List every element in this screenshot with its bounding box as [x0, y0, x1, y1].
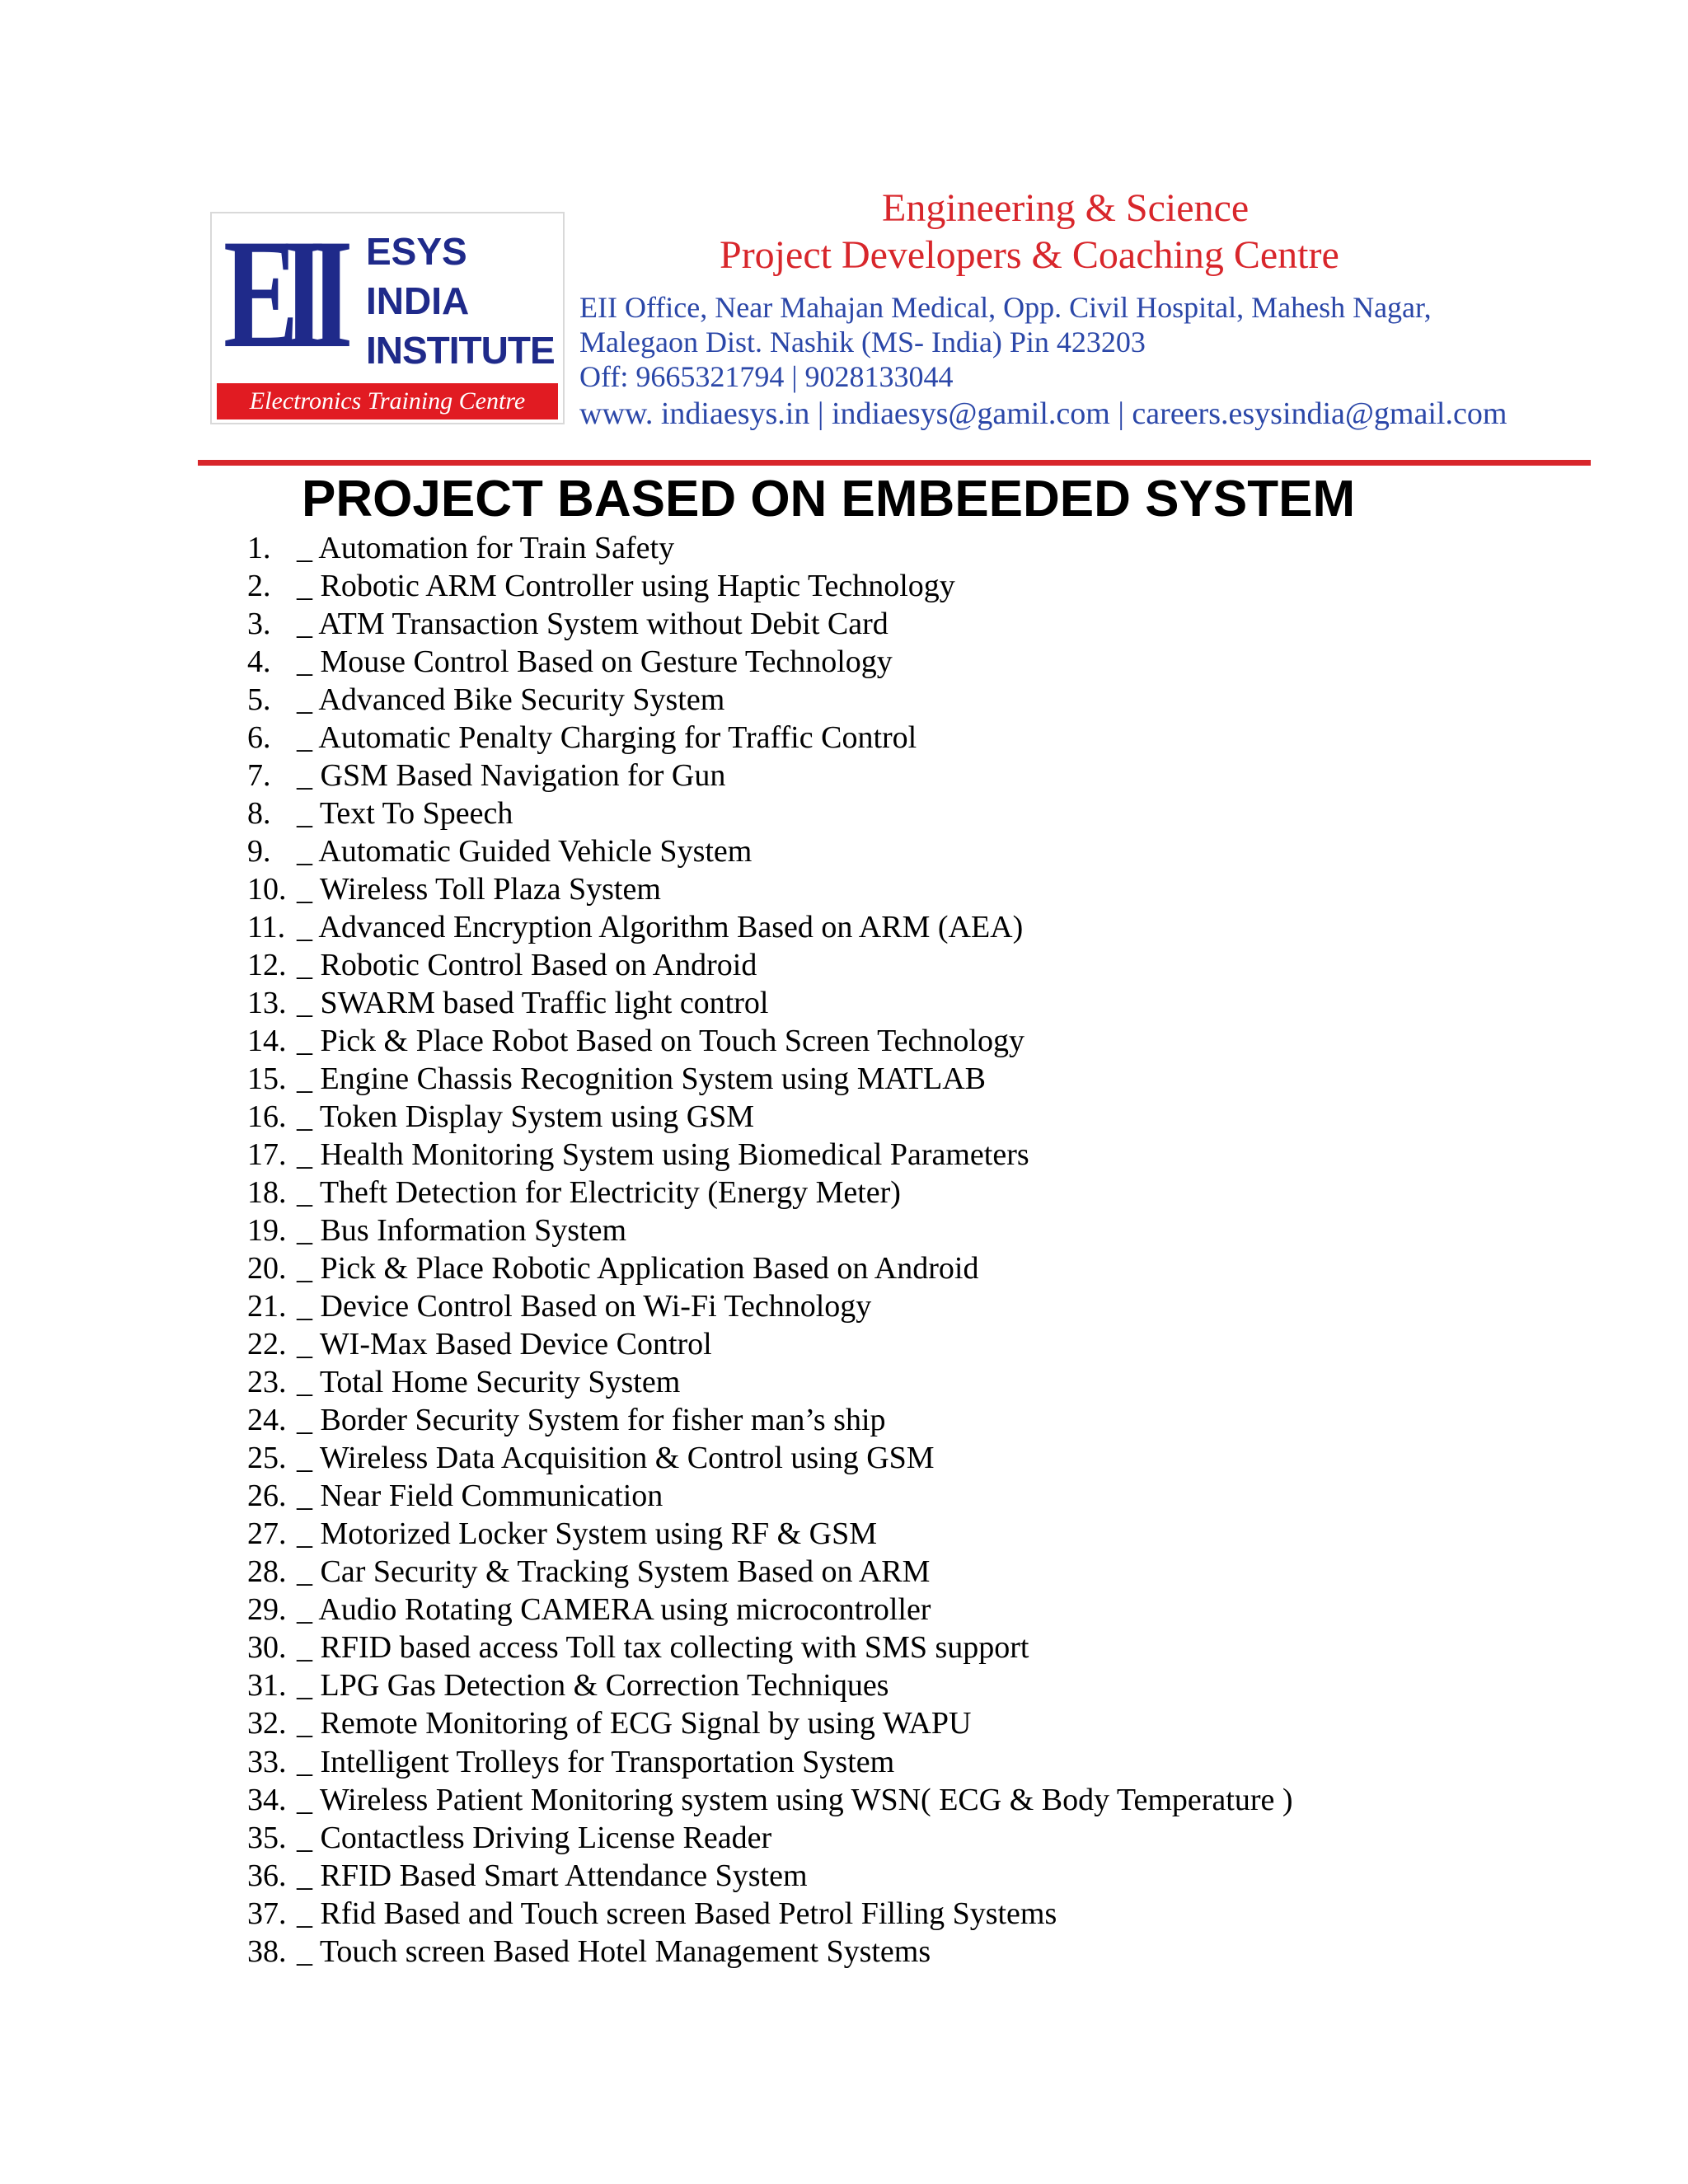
list-item-number: 30.	[247, 1630, 287, 1666]
list-item-text: _ Automatic Penalty Charging for Traffic Control	[297, 720, 917, 756]
list-item-number: 6.	[247, 720, 271, 756]
list-item-number: 35.	[247, 1820, 287, 1855]
list-item-text: _ Health Monitoring System using Biomedical Parameters	[297, 1137, 1029, 1173]
logo-mark: EII	[223, 208, 337, 381]
list-item-text: _ RFID Based Smart Attendance System	[297, 1858, 808, 1893]
list-item-text: _ Robotic Control Based on Android	[297, 948, 757, 983]
list-item-number: 17.	[247, 1137, 287, 1173]
list-item-number: 29.	[247, 1592, 287, 1628]
list-item-number: 28.	[247, 1554, 287, 1590]
list-item-number: 22.	[247, 1327, 287, 1362]
list-item-text: _ Pick & Place Robotic Application Based on Android	[297, 1251, 979, 1286]
list-item-number: 3.	[247, 607, 271, 642]
list-item-number: 19.	[247, 1213, 287, 1249]
list-item-text: _ Advanced Encryption Algorithm Based on ARM (AEA)	[297, 910, 1024, 945]
list-item-text: _ RFID based access Toll tax collecting with SMS support	[297, 1630, 1029, 1666]
list-item-text: _ Contactless Driving License Reader	[297, 1820, 772, 1855]
list-item-text: _ SWARM based Traffic light control	[297, 986, 769, 1021]
list-item-text: _ Near Field Communication	[297, 1479, 663, 1514]
list-item-number: 15.	[247, 1062, 287, 1097]
logo-word-institute: INSTITUTE	[366, 329, 555, 372]
list-item-number: 25.	[247, 1441, 287, 1476]
page-title: PROJECT BASED ON EMBEEDED SYSTEM	[302, 471, 1356, 527]
list-item-text: _ Mouse Control Based on Gesture Technology	[297, 644, 893, 680]
list-item-number: 31.	[247, 1668, 287, 1704]
list-item-text: _ Motorized Locker System using RF & GSM	[297, 1516, 878, 1552]
list-item-text: _ GSM Based Navigation for Gun	[297, 758, 726, 794]
list-item-number: 36.	[247, 1858, 287, 1893]
list-item-text: _ Total Home Security System	[297, 1365, 681, 1400]
list-item-text: _ Border Security System for fisher man’s ship	[297, 1403, 886, 1438]
list-item-text: _ Wireless Toll Plaza System	[297, 872, 661, 907]
institute-logo	[210, 208, 565, 424]
list-item-text: _ Rfid Based and Touch screen Based Petrol Filling Systems	[297, 1896, 1057, 1931]
letterhead-subtitle: Project Developers & Coaching Centre	[720, 233, 1339, 277]
list-item-text: _ Intelligent Trolleys for Transportation System	[297, 1744, 895, 1779]
list-item-number: 33.	[247, 1744, 287, 1779]
letterhead-address-line-1: EII Office, Near Mahajan Medical, Opp. Civil Hospital, Mahesh Nagar,	[579, 291, 1432, 324]
list-item-number: 38.	[247, 1933, 287, 1969]
list-item-text: _ Theft Detection for Electricity (Energy Meter)	[297, 1175, 901, 1211]
list-item-text: _ Advanced Bike Security System	[297, 682, 725, 718]
list-item-number: 7.	[247, 758, 271, 794]
list-item-number: 10.	[247, 872, 287, 907]
letterhead-address-line-2: Malegaon Dist. Nashik (MS- India) Pin 423203	[579, 326, 1146, 359]
list-item-number: 32.	[247, 1706, 287, 1741]
list-item-text: _ LPG Gas Detection & Correction Techniques	[297, 1668, 889, 1704]
header-divider	[198, 460, 1591, 466]
list-item-number: 1.	[247, 531, 271, 565]
list-item-number: 23.	[247, 1365, 287, 1400]
list-item-number: 13.	[247, 986, 287, 1021]
list-item-text: _ Bus Information System	[297, 1213, 627, 1249]
list-item-number: 16.	[247, 1099, 287, 1135]
list-item-text: _ Device Control Based on Wi-Fi Technology	[297, 1289, 872, 1324]
list-item-text: _ Audio Rotating CAMERA using microcontroller	[297, 1592, 931, 1628]
list-item-text: _ Touch screen Based Hotel Management Systems	[297, 1933, 931, 1969]
logo-word-esys: ESYS	[366, 230, 467, 273]
list-item-number: 20.	[247, 1251, 287, 1286]
logo-word-india: INDIA	[366, 279, 470, 322]
list-item-number: 24.	[247, 1403, 287, 1438]
list-item-number: 11.	[247, 910, 286, 945]
list-item-text: _ Automatic Guided Vehicle System	[297, 834, 753, 869]
list-item-number: 8.	[247, 796, 271, 832]
list-item-text: _ Wireless Data Acquisition & Control using GSM	[297, 1441, 935, 1476]
list-item-text: _ Remote Monitoring of ECG Signal by using WAPU	[297, 1706, 972, 1741]
list-item-number: 21.	[247, 1289, 287, 1324]
list-item-text: _ WI-Max Based Device Control	[297, 1327, 712, 1362]
letterhead-web-contacts: www. indiaesys.in | indiaesys@gamil.com | careers.esysindia@gmail.com	[579, 396, 1507, 431]
list-item-number: 4.	[247, 644, 271, 680]
letterhead-title: Engineering & Science	[882, 186, 1250, 230]
list-item-number: 9.	[247, 834, 271, 869]
list-item-text: _ Car Security & Tracking System Based on ARM	[297, 1554, 931, 1590]
list-item-text: _ Text To Speech	[297, 796, 513, 832]
logo-banner: Electronics Training Centre	[217, 383, 558, 419]
letterhead	[210, 185, 1595, 437]
list-item-text: _ Wireless Patient Monitoring system using WSN( ECG & Body Temperature )	[297, 1782, 1293, 1817]
list-item-text: _ Token Display System using GSM	[297, 1099, 755, 1135]
letterhead-phone: Off: 9665321794 | 9028133044	[579, 360, 954, 393]
list-item-number: 2.	[247, 569, 271, 604]
list-item-number: 12.	[247, 948, 287, 983]
list-item-number: 5.	[247, 682, 271, 718]
list-item-number: 34.	[247, 1782, 287, 1817]
list-item-number: 26.	[247, 1479, 287, 1514]
list-item-number: 14.	[247, 1024, 287, 1059]
list-item-number: 27.	[247, 1516, 287, 1552]
list-item-text: _ Engine Chassis Recognition System using MATLAB	[297, 1062, 986, 1097]
list-item-number: 18.	[247, 1175, 287, 1211]
list-item-text: _ Automation for Train Safety	[297, 531, 675, 565]
list-item-text: _ Robotic ARM Controller using Haptic Technology	[297, 569, 955, 604]
list-item-text: _ ATM Transaction System without Debit Card	[297, 607, 889, 642]
list-item-text: _ Pick & Place Robot Based on Touch Screen Technology	[297, 1024, 1025, 1059]
list-item-number: 37.	[247, 1896, 287, 1931]
